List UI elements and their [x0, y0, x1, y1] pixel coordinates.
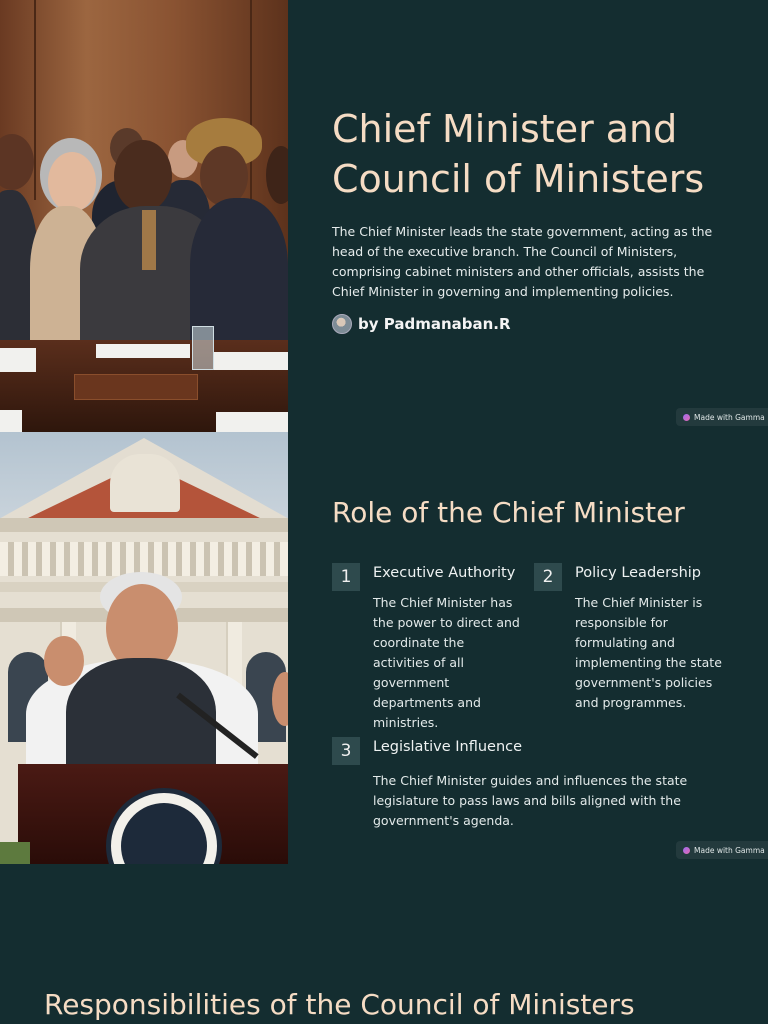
- item-title: Legislative Influence: [373, 739, 523, 755]
- intro-paragraph: The Chief Minister leads the state government, acting as the head of the executive branch. The Council of Ministers, comprising cabinet ministers and other officials, assists the Chief Minister in governing and implementing policies.: [332, 224, 713, 299]
- chief-minister-speech-photo: [0, 432, 288, 864]
- item-title: Policy Leadership: [575, 565, 702, 581]
- section-title-responsibilities: Responsibilities of the Council of Ministers: [44, 988, 635, 1021]
- author-name: by Padmanaban.R: [358, 315, 511, 333]
- item-number: 2: [534, 563, 562, 591]
- made-with-gamma-badge[interactable]: [676, 408, 768, 426]
- item-number: 1: [332, 563, 360, 591]
- item-title: Executive Authority: [373, 565, 516, 581]
- item-number: 3: [332, 737, 360, 765]
- page-title: Chief Minister and Council of Ministers: [332, 107, 705, 201]
- slide-role-of-chief-minister: [0, 432, 768, 864]
- item-description: The Chief Minister has the power to direct and coordinate the activities of all government departments and ministries.: [373, 595, 520, 730]
- slide-title: [0, 0, 768, 432]
- gamma-badge-label: Made with Gamma: [694, 412, 765, 422]
- council-meeting-photo: [0, 0, 288, 432]
- avatar: [332, 314, 352, 334]
- gamma-badge-label: Made with Gamma: [694, 845, 765, 855]
- item-description: The Chief Minister guides and influences the state legislature to pass laws and bills aligned with the government's agenda.: [373, 773, 688, 828]
- item-description: The Chief Minister is responsible for formulating and implementing the state government's policies and programmes.: [575, 595, 722, 710]
- made-with-gamma-badge[interactable]: [676, 841, 768, 859]
- author-credit: [332, 314, 511, 334]
- gamma-logo-icon: [683, 847, 690, 854]
- slide-responsibilities: [0, 864, 768, 1024]
- gamma-logo-icon: [683, 414, 690, 421]
- section-title-role: Role of the Chief Minister: [332, 496, 685, 529]
